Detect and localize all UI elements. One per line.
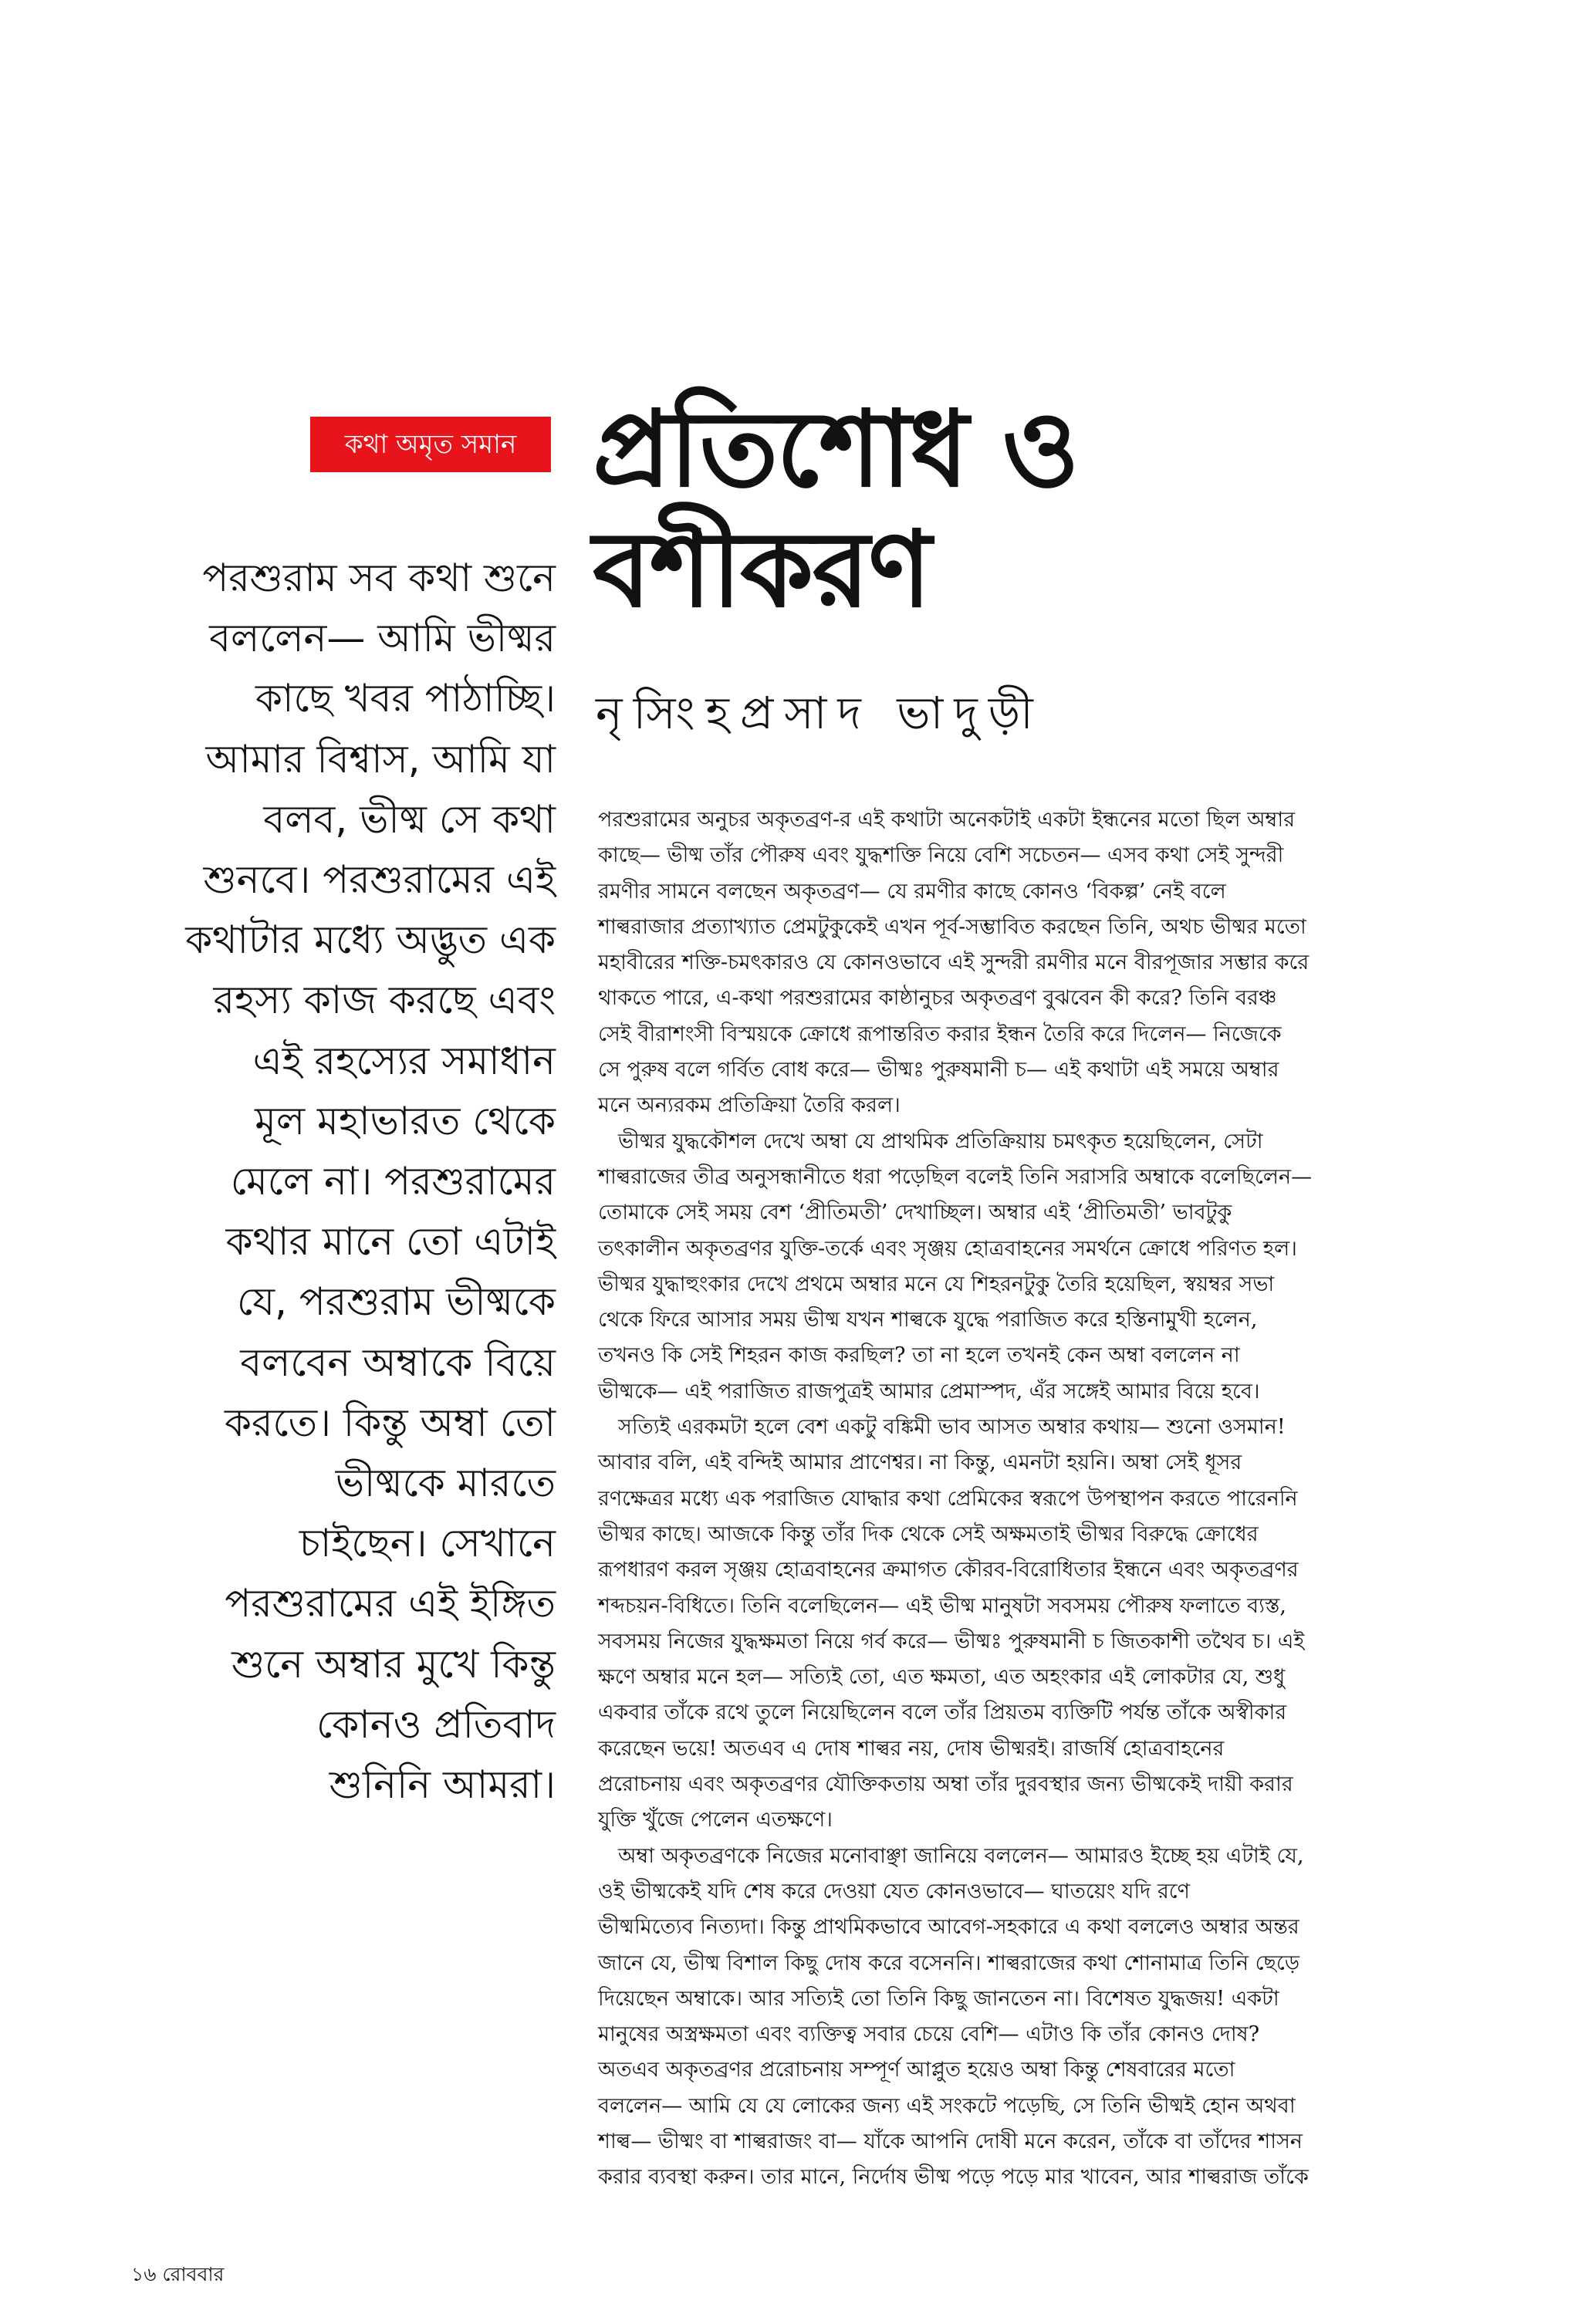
title-line-2: বশীকরণ	[593, 509, 931, 631]
pull-quote-line: শুনিনি আমরা।	[329, 1762, 556, 1808]
pull-quote-line: চাইছেন। সেখানে	[299, 1521, 556, 1566]
body-line: ভীষ্মর কাছে। আজকে কিন্তু তাঁর দিক থেকে সেই অক্ষমতাই ভীষ্মর বিরুদ্ধে ক্রোধের	[598, 1522, 1259, 1546]
pull-quote-line: কাছে খবর পাঠাচ্ছি।	[255, 676, 556, 721]
body-line: সেই বীরাশংসী বিস্ময়কে ক্রোধে রূপান্তরিত করার ইন্ধন তৈরি করে দিলেন— নিজেকে	[598, 1022, 1282, 1046]
body-line: কাছে— ভীষ্ম তাঁর পৌরুষ এবং যুদ্ধশক্তি নিয়ে বেশি সচেতন— এসব কথা সেই সুন্দরী	[598, 843, 1284, 868]
body-line: প্ররোচনায় এবং অকৃতব্রণর যৌক্তিকতায় অম্বা তাঁর দুরবস্থার জন্য ভীষ্মকেই দায়ী করার	[598, 1772, 1293, 1797]
body-line: শাল্বরাজার প্রত্যাখ্যাত প্রেমটুকুকেই এখন পূর্ব-সম্ভাবিত করছেন তিনি, অথচ ভীষ্মর মতো	[598, 914, 1306, 939]
body-line: শাল্বরাজের তীব্র অনুসন্ধানীতে ধরা পড়েছিল বলেই তিনি সরাসরি অম্বাকে বলেছিলেন—	[598, 1164, 1313, 1189]
pull-quote-line: কথাটার মধ্যে অদ্ভুত এক	[185, 917, 556, 963]
body-line: সবসময় নিজের যুদ্ধক্ষমতা নিয়ে গর্ব করে— ভীষ্মঃ পুরুষমানী চ জিতকাশী তথৈব চ। এই	[598, 1629, 1305, 1653]
article-body	[598, 802, 1441, 2196]
body-line: থাকতে পারে, এ-কথা পরশুরামের কাষ্ঠানুচর অকৃতব্রণ বুঝবেন কী করে? তিনি বরঞ্চ	[598, 986, 1277, 1011]
pull-quote-line: এই রহস্যের সমাধান	[252, 1038, 556, 1083]
body-line: অতএব অকৃতব্রণর প্ররোচনায় সম্পূর্ণ আপ্লুত হয়েও অম্বা কিন্তু শেষবারের মতো	[598, 2058, 1235, 2082]
body-line: একবার তাঁকে রথে তুলে নিয়েছিলেন বলে তাঁর প্রিয়তম ব্যক্তিটি পর্যন্ত তাঁকে অস্বীকার	[598, 1701, 1287, 1725]
body-line: শব্দচয়ন-বিধিতে। তিনি বলেছিলেন— এই ভীষ্ম মানুষটা সবসময় পৌরুষ ফলাতে ব্যস্ত,	[598, 1593, 1286, 1618]
body-line: ভীষ্মর যুদ্ধকৌশল দেখে অম্বা যে প্রাথমিক প্রতিক্রিয়ায় চমৎকৃত হয়েছিলেন, সেটা	[618, 1129, 1263, 1154]
title-line-1: প্রতিশোধ ও	[593, 389, 1078, 511]
pull-quote-line: ভীষ্মকে মারতে	[335, 1461, 556, 1506]
pull-quote-line: আমার বিশ্বাস, আমি যা	[205, 736, 556, 782]
body-line: মহাবীরের শক্তি-চমৎকারও যে কোনওভাবে এই সুন্দরী রমণীর মনে বীরপূজার সম্ভার করে	[598, 951, 1309, 975]
pull-quote-line: কথার মানে তো এটাই	[225, 1219, 556, 1265]
pull-quote-line: মূল মহাভারত থেকে	[255, 1098, 556, 1143]
page-folio: ১৬ রোববার	[131, 2263, 225, 2285]
body-line: ভীষ্মর যুদ্ধাহুংকার দেখে প্রথমে অম্বার মনে যে শিহরনটুকু তৈরি হয়েছিল, স্বয়ম্বর সভা	[598, 1272, 1275, 1296]
pull-quote-line: কোনও প্রতিবাদ	[316, 1701, 556, 1747]
author-byline: নৃসিংহপ্রসাদ ভাদুড়ী	[596, 687, 1044, 739]
body-line: রমণীর সামনে বলছেন অকৃতব্রণ— যে রমণীর কাছে কোনও ‘বিকল্প’ নেই বলে	[598, 879, 1226, 904]
pull-quote-line: শুনে অম্বার মুখে কিন্তু	[231, 1641, 556, 1687]
pull-quote	[131, 548, 556, 1815]
section-tag: কথা অমৃত সমান	[310, 417, 551, 472]
body-line: ভীষ্মকে— এই পরাজিত রাজপুত্রই আমার প্রেমাস্পদ, এঁর সঙ্গেই আমার বিয়ে হবে।	[598, 1379, 1260, 1404]
pull-quote-line: করতে। কিন্তু অম্বা তো	[225, 1400, 556, 1445]
body-line: তোমাকে সেই সময় বেশ ‘প্রীতিমতী’ দেখাচ্ছিল। অম্বার এই ‘প্রীতিমতী’ ভাবটুকু	[598, 1201, 1232, 1225]
pull-quote-line: শুনবে। পরশুরামের এই	[203, 857, 556, 903]
body-line: তখনও কি সেই শিহরন কাজ করছিল? তা না হলে তখনই কেন অম্বা বললেন না	[598, 1343, 1240, 1368]
body-line: করার ব্যবস্থা করুন। তার মানে, নির্দোষ ভীষ্ম পড়ে পড়ে মার খাবেন, আর শাল্বরাজ তাঁকে	[598, 2165, 1309, 2190]
body-line: সে পুরুষ বলে গর্বিত বোধ করে— ভীষ্মঃ পুরুষমানী চ— এই কথাটা এই সময়ে অম্বার	[598, 1058, 1279, 1083]
body-line: তৎকালীন অকৃতব্রণর যুক্তি-তর্কে এবং সৃঞ্জয় হোত্রবাহনের সমর্থনে ক্রোধে পরিণত হল।	[598, 1236, 1297, 1261]
article-title	[593, 390, 1519, 630]
body-line: ওই ভীষ্মকেই যদি শেষ করে দেওয়া যেত কোনওভাবে— ঘাতয়েং যদি রণে	[598, 1879, 1190, 1903]
body-line: মানুষের অস্ত্রক্ষমতা এবং ব্যক্তিত্ব সবার চেয়ে বেশি— এটাও কি তাঁর কোনও দোষ?	[598, 2022, 1260, 2047]
body-line: পরশুরামের অনুচর অকৃতব্রণ-র এই কথাটা অনেকটাই একটা ইন্ধনের মতো ছিল অম্বার	[598, 808, 1296, 832]
body-line: মনে অন্যরকম প্রতিক্রিয়া তৈরি করল।	[598, 1093, 901, 1118]
pull-quote-line: বলবেন অম্বাকে বিয়ে	[240, 1339, 556, 1385]
pull-quote-line: বললেন— আমি ভীষ্মর	[209, 616, 556, 661]
body-line: যুক্তি খুঁজে পেলেন এতক্ষণে।	[598, 1808, 833, 1833]
body-line: জানে যে, ভীষ্ম বিশাল কিছু দোষ করে বসেননি। শাল্বরাজের কথা শোনামাত্র তিনি ছেড়ে	[598, 1951, 1300, 1975]
body-line: ভীষ্মমিত্যেব নিত্যদা। কিন্তু প্রাথমিকভাবে আবেগ-সহকারে এ কথা বললেও অম্বার অন্তর	[598, 1915, 1299, 1940]
body-line: সত্যিই এরকমটা হলে বেশ একটু বঙ্কিমী ভাব আসত অম্বার কথায়— শুনো ওসমান!	[618, 1415, 1286, 1440]
body-line: অম্বা অকৃতব্রণকে নিজের মনোবাঞ্ছা জানিয়ে বললেন— আমারও ইচ্ছে হয় এটাই যে,	[618, 1843, 1304, 1868]
pull-quote-line: মেলে না। পরশুরামের	[230, 1159, 556, 1204]
pull-quote-line: পরশুরামের এই ইঙ্গিত	[225, 1581, 556, 1626]
body-line: ক্ষণে অম্বার মনে হল— সত্যিই তো, এত ক্ষমতা, এত অহংকার এই লোকটার যে, শুধু	[598, 1665, 1286, 1690]
body-line: দিয়েছেন অম্বাকে। আর সত্যিই তো তিনি কিছু জানতেন না। বিশেষত যুদ্ধজয়! একটা	[598, 1986, 1279, 2011]
body-line: রণক্ষেত্রর মধ্যে এক পরাজিত যোদ্ধার কথা প্রেমিকের স্বরূপে উপস্থাপন করতে পারেননি	[598, 1486, 1298, 1511]
body-line: শাল্ব— ভীষ্মং বা শাল্বরাজং বা— যাঁকে আপনি দোষী মনে করেন, তাঁকে বা তাঁদের শাসন	[598, 2129, 1303, 2153]
pull-quote-line: যে, পরশুরাম ভীষ্মকে	[236, 1279, 556, 1325]
body-line: করেছেন ভয়ে! অতএব এ দোষ শাল্বর নয়, দোষ ভীষ্মরই। রাজর্ষি হোত্রবাহনের	[598, 1736, 1225, 1761]
body-line: আবার বলি, এই বন্দিই আমার প্রাণেশ্বর। না কিন্তু, এমনটা হয়নি। অম্বা সেই ধূসর	[598, 1451, 1242, 1475]
body-line: বললেন— আমি যে যে লোকের জন্য এই সংকটে পড়েছি, সে তিনি ভীষ্মই হোন অথবা	[598, 2093, 1296, 2118]
pull-quote-line: পরশুরাম সব কথা শুনে	[202, 556, 556, 600]
pull-quote-line: বলব, ভীষ্ম সে কথা	[263, 796, 556, 842]
body-line: থেকে ফিরে আসার সময় ভীষ্ম যখন শাল্বকে যুদ্ধে পরাজিত করে হস্তিনামুখী হলেন,	[598, 1308, 1258, 1333]
body-line: রূপধারণ করল সৃঞ্জয় হোত্রবাহনের ক্রমাগত কৌরব-বিরোধিতার ইন্ধনে এবং অকৃতব্রণর	[598, 1558, 1299, 1583]
pull-quote-line: রহস্য কাজ করছে এবং	[213, 978, 556, 1023]
